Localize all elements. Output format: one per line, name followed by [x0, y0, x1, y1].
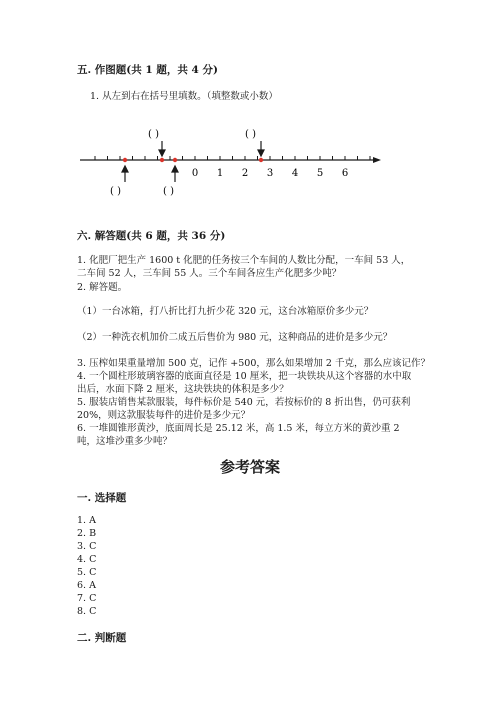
up-arrow-icon	[122, 166, 128, 182]
section-heading-drawing: 五. 作图题(共 1 题，共 4 分)	[77, 64, 218, 76]
solve-line: 6. 一堆圆锥形黄沙，底面周长是 25.12 米，高 1.5 米，每立方米的黄沙重 2	[77, 423, 400, 434]
tick-label-3: 3	[266, 168, 274, 179]
tick-label-0: 0	[191, 168, 199, 179]
answer-item: 2. B	[77, 528, 97, 539]
answer-item: 8. C	[77, 606, 97, 617]
tick-label-4: 4	[291, 168, 299, 179]
down-arrow-icon	[159, 141, 165, 156]
marker-point	[160, 158, 164, 162]
solve-line: 5. 服装店销售某款服装，每件标价是 540 元，若按标价的 8 折出售，仍可获利	[77, 397, 411, 408]
tick-label-2: 2	[241, 168, 249, 179]
answers-judge-heading: 二. 判断题	[77, 632, 127, 644]
tick-label-1: 1	[216, 168, 224, 179]
section-heading-solve: 六. 解答题(共 6 题，共 36 分)	[77, 230, 226, 242]
marker-point	[173, 158, 177, 162]
answer-item: 7. C	[77, 593, 97, 604]
answer-item: 6. A	[77, 580, 96, 591]
down-arrow-icon	[258, 141, 264, 156]
solve-line: 吨，这堆沙重多少吨？	[77, 436, 173, 447]
number-line-diagram	[75, 122, 395, 202]
up-arrow-icon	[172, 166, 178, 182]
solve-line: （1）一台冰箱，打八折比打九折少花 320 元，这台冰箱原价多少元？	[77, 306, 374, 317]
answer-item: 3. C	[77, 541, 97, 552]
solve-line: 1. 化肥厂把生产 1600 t 化肥的任务按三个车间的人数比分配，一车间 53 人，	[77, 255, 411, 266]
solve-line: （2）一种洗衣机加价二成五后售价为 980 元，这种商品的进价是多少元？	[77, 332, 393, 343]
solve-line: 4. 一个圆柱形玻璃容器的底面直径是 10 厘米，把一块铁块从这个容器的水中取	[77, 371, 412, 382]
bracket-below-right: ( )	[163, 186, 174, 197]
marker-point	[123, 158, 127, 162]
answer-item: 1. A	[77, 515, 96, 526]
solve-line: 2. 解答题。	[77, 282, 128, 293]
solve-line: 出后，水面下降 2 厘米，这块铁块的体积是多少？	[77, 384, 289, 395]
question-text: 1. 从左到右在括号里填数。（填整数或小数）	[90, 91, 278, 102]
axis-arrow-icon	[373, 157, 381, 163]
bracket-above-right: ( )	[245, 129, 256, 140]
tick-label-5: 5	[316, 168, 324, 179]
bracket-above-left: ( )	[148, 129, 159, 140]
solve-line: 20%，则这款服装每件的进价是多少元？	[77, 410, 251, 421]
answer-item: 5. C	[77, 567, 97, 578]
answers-title: 参考答案	[219, 458, 280, 476]
solve-line: 二车间 52 人，三车间 55 人。三个车间各应生产化肥多少吨？	[77, 268, 342, 279]
marker-point	[259, 158, 263, 162]
solve-line: 3. 压榨如果重量增加 500 克，记作 +500，那么如果增加 2 千克，那么应该记作？	[77, 358, 430, 369]
answers-choice-heading: 一. 选择题	[77, 492, 127, 504]
answer-item: 4. C	[77, 554, 97, 565]
tick-label-6: 6	[341, 168, 349, 179]
bracket-below-left: ( )	[110, 186, 121, 197]
